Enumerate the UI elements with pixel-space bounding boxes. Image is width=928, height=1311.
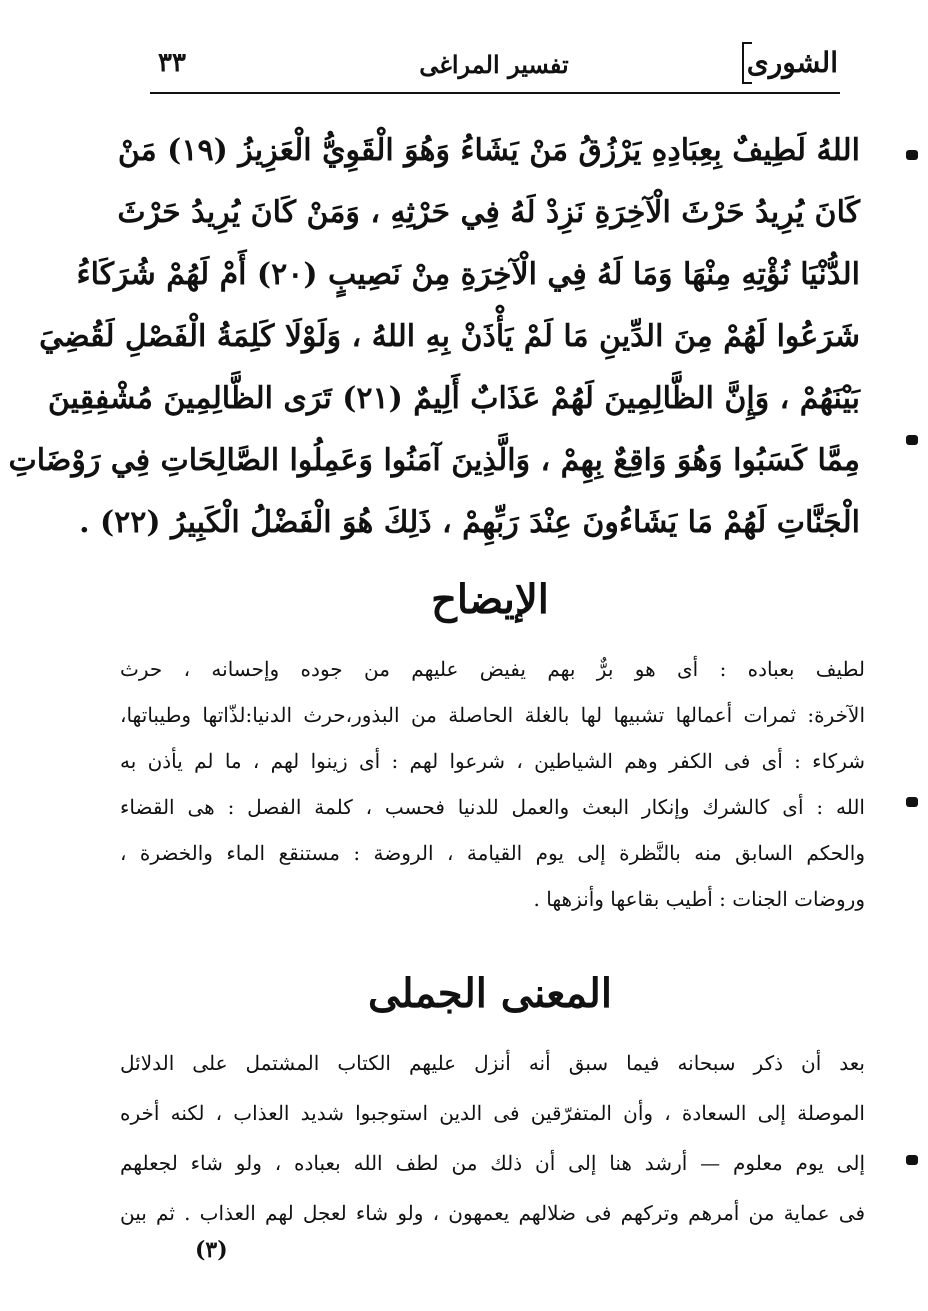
verse-line: بَيْنَهُمْ ، وَإِنَّ الظَّالِمِينَ لَهُمْ عَذَابٌ أَلِيمٌ (٢١) تَرَى الظَّالِمِينَ مُشْفِقِينَ [47, 381, 860, 416]
verse-line: شَرَعُوا لَهُمْ مِنَ الدِّينِ مَا لَمْ يَأْذَنْ بِهِ اللهُ ، وَلَوْلَا كَلِمَةُ الْفَصْلِ لَقُضِيَ [39, 319, 860, 354]
margin-mark [906, 435, 918, 445]
verse-line: مِمَّا كَسَبُوا وَهُوَ وَاقِعٌ بِهِمْ ، وَالَّذِينَ آمَنُوا وَعَمِلُوا الصَّالِحَاتِ فِي رَوْضَاتِ [8, 443, 860, 478]
text-line: الله : أى كالشرك وإنكار البعث والعمل للدنيا فحسب ، كلمة الفصل : هى القضاء [120, 795, 865, 819]
text-line: إلى يوم معلوم — أرشد هنا إلى أن ذلك من لطف الله بعباده ، ولو شاء لجعلهم [120, 1151, 865, 1175]
quran-verses [8, 120, 860, 554]
verse-line: اللهُ لَطِيفٌ بِعِبَادِهِ يَرْزُقُ مَنْ يَشَاءُ وَهُوَ الْقَوِيُّ الْعَزِيزُ (١٩) مَنْ [117, 133, 860, 168]
text-line: شركاء : أى فى الكفر وهم الشياطين ، شرعوا لهم : أى زينوا لهم ، ما لم يأذن به [120, 749, 865, 773]
verse-line: كَانَ يُرِيدُ حَرْثَ الْآخِرَةِ نَزِدْ لَهُ فِي حَرْثِهِ ، وَمَنْ كَانَ يُرِيدُ حَرْثَ [117, 195, 860, 230]
margin-mark [906, 797, 918, 807]
text-line: لطيف بعباده : أى هو برٌّ بهم يفيض عليهم من جوده وإحسانه ، حرث [120, 657, 865, 681]
text-line: الآخرة: ثمرات أعمالها تشبيها لها بالغلة الحاصلة من البذور،حرث الدنيا:لذّاتها وطيباتها، [120, 703, 865, 727]
section-heading-explanation: الإيضاح [431, 576, 549, 623]
header-rule [150, 92, 840, 94]
page-header [150, 40, 838, 90]
section-heading-general-meaning: المعنى الجملى [368, 970, 612, 1017]
verse-line: الْجَنَّاتِ لَهُمْ مَا يَشَاءُونَ عِنْدَ رَبِّهِمْ ، ذَلِكَ هُوَ الْفَضْلُ الْكَبِيرُ (٢٢) . [79, 505, 860, 540]
book-title: تفسير المراغى [419, 50, 569, 79]
text-line: الموصلة إلى السعادة ، وأن المتفرّقين فى الدين استوجبوا شديد العذاب ، لكنه أخره [120, 1101, 865, 1125]
margin-mark [906, 1155, 918, 1165]
verse-line: الدُّنْيَا نُؤْتِهِ مِنْهَا وَمَا لَهُ فِي الْآخِرَةِ مِنْ نَصِيبٍ (٢٠) أَمْ لَهُمْ شُرَكَاءُ [76, 257, 860, 292]
surah-name: الشورى [746, 46, 838, 79]
explanation-paragraph [120, 646, 865, 922]
text-line: والحكم السابق منه بالنَّظرة إلى يوم القيامة ، الروضة : مستنقع الماء والخضرة ، [120, 841, 865, 865]
general-meaning-paragraph [120, 1038, 865, 1238]
page-number: ٣٣ [158, 48, 186, 78]
text-line: بعد أن ذكر سبحانه فيما سبق أنه أنزل عليهم الكتاب المشتمل على الدلائل [120, 1051, 865, 1075]
text-line: وروضات الجنات : أطيب بقاعها وأنزهها . [533, 887, 865, 911]
margin-mark [906, 150, 918, 160]
text-line: فى عماية من أمرهم وتركهم فى ضلالهم يعمهون ، ولو شاء لعجل لهم العذاب . ثم بين [120, 1201, 865, 1225]
signature-mark: (٣) [195, 1237, 228, 1263]
